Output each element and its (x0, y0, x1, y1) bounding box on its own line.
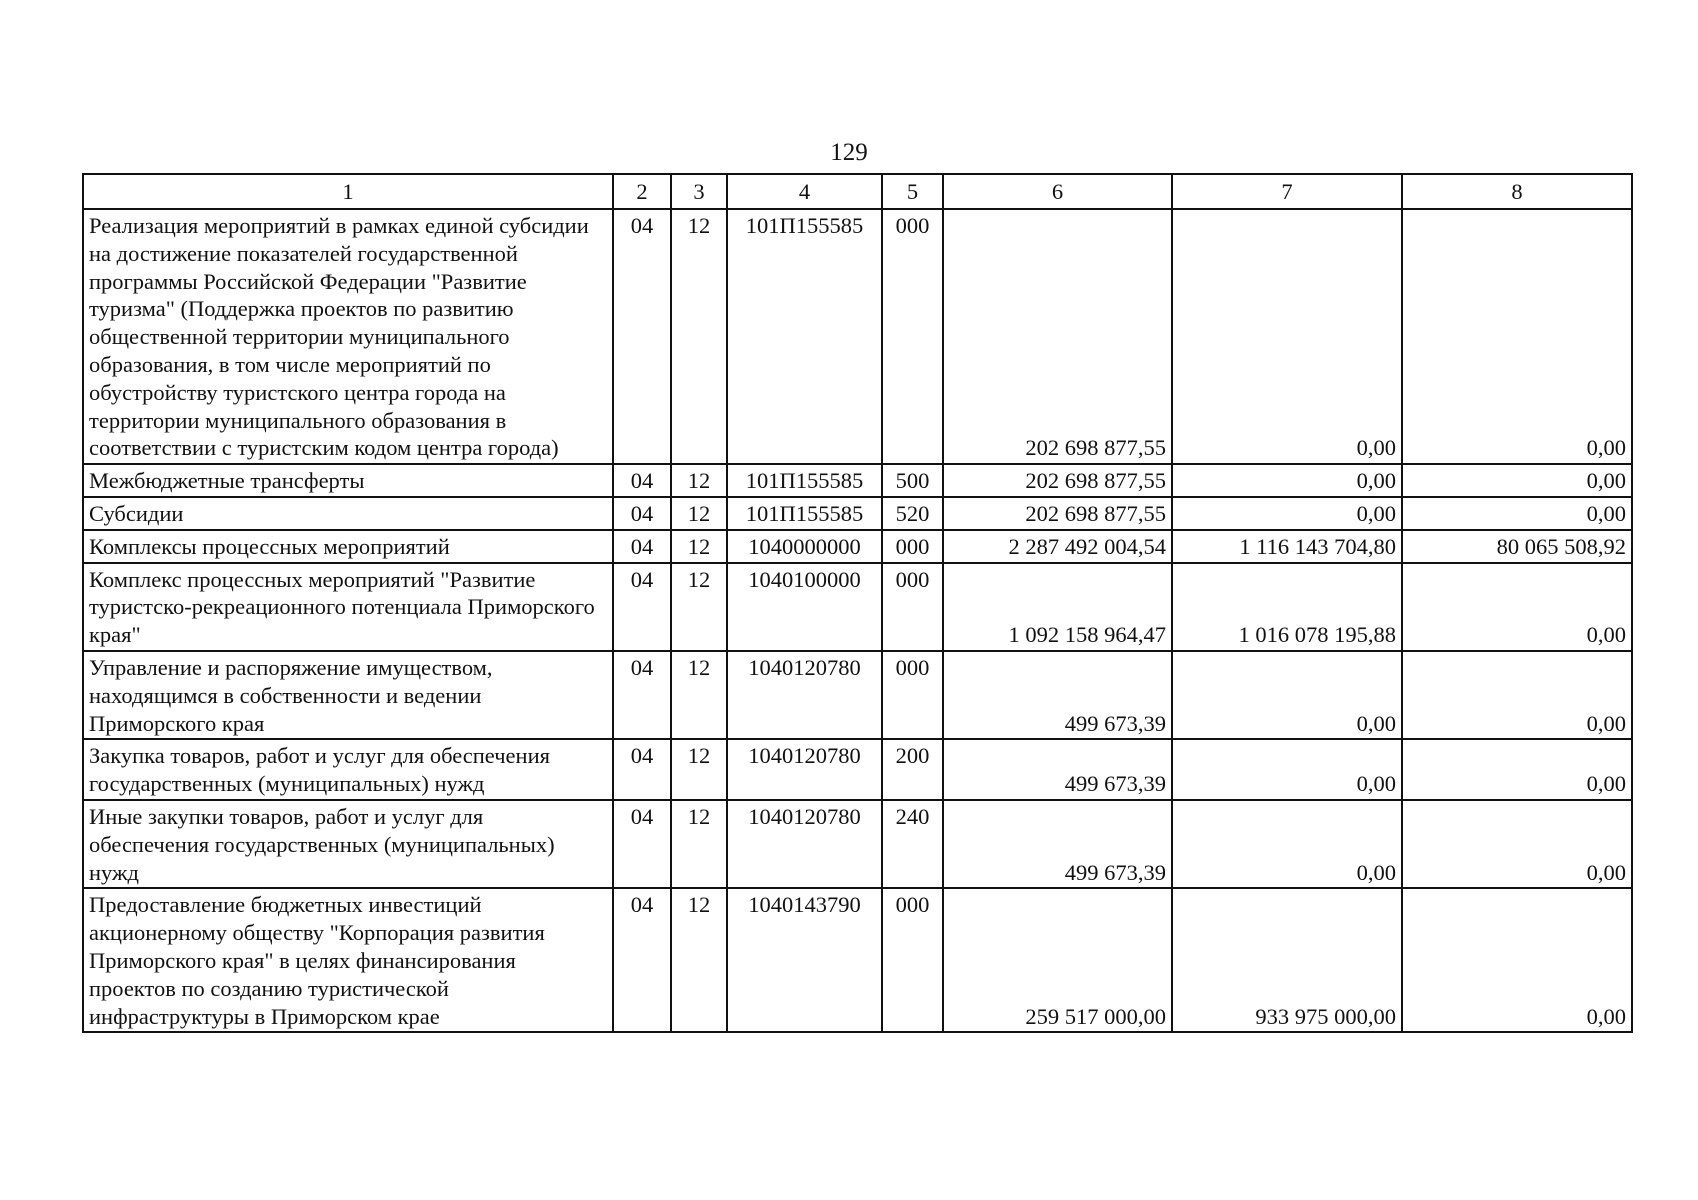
column-header: 6 (943, 174, 1172, 209)
table-row (83, 497, 1632, 530)
amount-col7: 0,00 (1172, 209, 1402, 464)
expense-type-code: 000 (882, 563, 943, 651)
column-header: 8 (1402, 174, 1632, 209)
amount-col7: 0,00 (1172, 651, 1402, 739)
target-article-code: 1040000000 (727, 530, 882, 563)
column-header: 3 (671, 174, 727, 209)
amount-col7: 1 116 143 704,80 (1172, 530, 1402, 563)
row-name: Субсидии (83, 497, 613, 530)
column-header: 7 (1172, 174, 1402, 209)
amount-col6: 499 673,39 (943, 651, 1172, 739)
amount-col7: 0,00 (1172, 497, 1402, 530)
row-name: Закупка товаров, работ и услуг для обеспечения государственных (муниципальных) нужд (83, 739, 613, 800)
section-code: 04 (613, 800, 671, 888)
amount-col6: 1 092 158 964,47 (943, 563, 1172, 651)
column-header: 4 (727, 174, 882, 209)
target-article-code: 1040120780 (727, 800, 882, 888)
row-name: Комплексы процессных мероприятий (83, 530, 613, 563)
target-article-code: 1040143790 (727, 888, 882, 1032)
page-number: 129 (830, 139, 868, 166)
row-name: Комплекс процессных мероприятий "Развитие туристско-рекреационного потенциала Приморского края" (83, 563, 613, 651)
amount-col6: 202 698 877,55 (943, 497, 1172, 530)
amount-col8: 0,00 (1402, 497, 1632, 530)
amount-col8: 0,00 (1402, 563, 1632, 651)
amount-col8: 0,00 (1402, 464, 1632, 497)
budget-table (82, 173, 1633, 1033)
amount-col8: 0,00 (1402, 888, 1632, 1032)
table-body (83, 209, 1632, 1032)
target-article-code: 1040120780 (727, 739, 882, 800)
target-article-code: 1040120780 (727, 651, 882, 739)
subsection-code: 12 (671, 464, 727, 497)
section-code: 04 (613, 464, 671, 497)
header-row (83, 174, 1632, 209)
table-row (83, 209, 1632, 464)
amount-col8: 0,00 (1402, 651, 1632, 739)
amount-col8: 0,00 (1402, 209, 1632, 464)
expense-type-code: 000 (882, 209, 943, 464)
amount-col6: 259 517 000,00 (943, 888, 1172, 1032)
subsection-code: 12 (671, 888, 727, 1032)
target-article-code: 1040100000 (727, 563, 882, 651)
subsection-code: 12 (671, 800, 727, 888)
amount-col8: 0,00 (1402, 800, 1632, 888)
subsection-code: 12 (671, 530, 727, 563)
amount-col7: 1 016 078 195,88 (1172, 563, 1402, 651)
section-code: 04 (613, 651, 671, 739)
subsection-code: 12 (671, 209, 727, 464)
amount-col8: 0,00 (1402, 739, 1632, 800)
column-header: 2 (613, 174, 671, 209)
expense-type-code: 500 (882, 464, 943, 497)
table-row (83, 563, 1632, 651)
expense-type-code: 000 (882, 530, 943, 563)
section-code: 04 (613, 209, 671, 464)
column-header: 5 (882, 174, 943, 209)
row-name: Реализация мероприятий в рамках единой субсидии на достижение показателей государственной программы Российской Федерации "Развитие туризма" (Поддержка проектов по развитию общественной территории муниципального образования, в том числе мероприятий по обустройству туристского центра города на территории муниципального образования в соответствии с туристским кодом центра города) (83, 209, 613, 464)
target-article-code: 101П155585 (727, 464, 882, 497)
expense-type-code: 240 (882, 800, 943, 888)
subsection-code: 12 (671, 739, 727, 800)
expense-type-code: 520 (882, 497, 943, 530)
target-article-code: 101П155585 (727, 209, 882, 464)
amount-col6: 499 673,39 (943, 739, 1172, 800)
table-row (83, 530, 1632, 563)
amount-col6: 499 673,39 (943, 800, 1172, 888)
table-header (83, 174, 1632, 209)
section-code: 04 (613, 739, 671, 800)
amount-col6: 202 698 877,55 (943, 464, 1172, 497)
amount-col6: 202 698 877,55 (943, 209, 1172, 464)
amount-col7: 933 975 000,00 (1172, 888, 1402, 1032)
section-code: 04 (613, 497, 671, 530)
amount-col6: 2 287 492 004,54 (943, 530, 1172, 563)
expense-type-code: 000 (882, 888, 943, 1032)
table-row (83, 800, 1632, 888)
expense-type-code: 000 (882, 651, 943, 739)
section-code: 04 (613, 563, 671, 651)
subsection-code: 12 (671, 651, 727, 739)
amount-col7: 0,00 (1172, 800, 1402, 888)
column-header: 1 (83, 174, 613, 209)
row-name: Управление и распоряжение имуществом, находящимся в собственности и ведении Приморского края (83, 651, 613, 739)
amount-col8: 80 065 508,92 (1402, 530, 1632, 563)
section-code: 04 (613, 530, 671, 563)
table-row (83, 739, 1632, 800)
table-row (83, 651, 1632, 739)
section-code: 04 (613, 888, 671, 1032)
row-name: Предоставление бюджетных инвестиций акционерному обществу "Корпорация развития Приморского края" в целях финансирования проектов по созданию туристической инфраструктуры в Приморском крае (83, 888, 613, 1032)
subsection-code: 12 (671, 563, 727, 651)
row-name: Иные закупки товаров, работ и услуг для обеспечения государственных (муниципальных) нужд (83, 800, 613, 888)
table-row (83, 464, 1632, 497)
row-name: Межбюджетные трансферты (83, 464, 613, 497)
amount-col7: 0,00 (1172, 739, 1402, 800)
amount-col7: 0,00 (1172, 464, 1402, 497)
subsection-code: 12 (671, 497, 727, 530)
target-article-code: 101П155585 (727, 497, 882, 530)
table-row (83, 888, 1632, 1032)
expense-type-code: 200 (882, 739, 943, 800)
